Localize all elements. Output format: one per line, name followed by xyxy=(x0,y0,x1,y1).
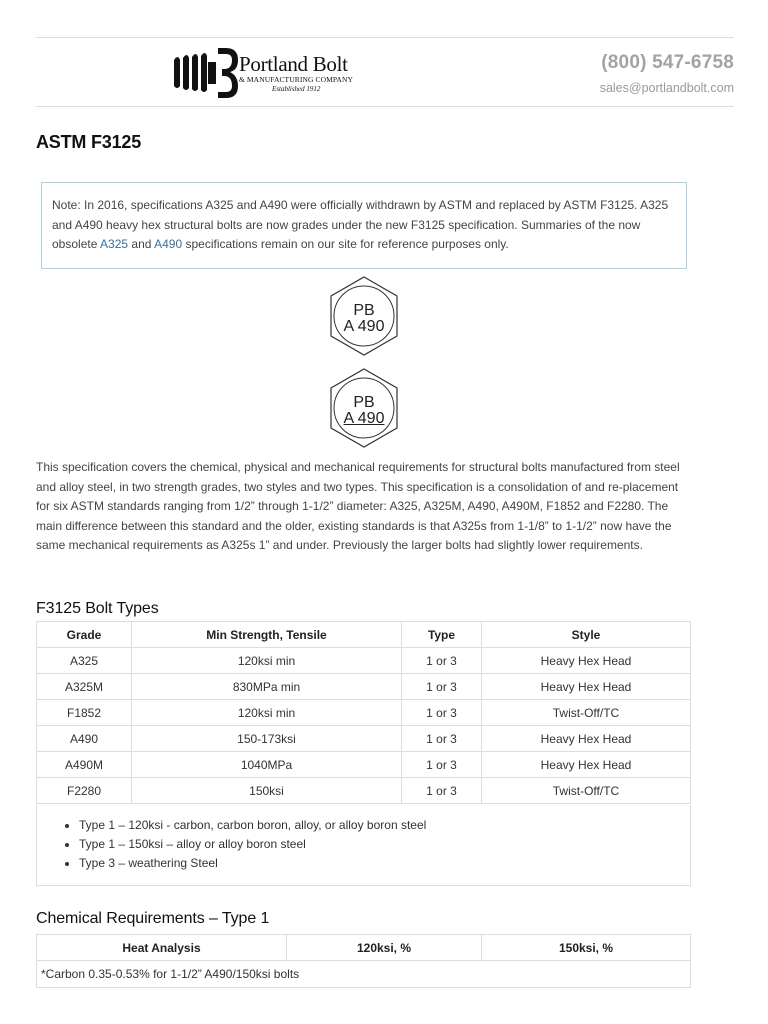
logo-name: Portland Bolt xyxy=(239,52,348,76)
cell-style: Heavy Hex Head xyxy=(482,674,691,700)
cell-style: Twist-Off/TC xyxy=(482,778,691,804)
table-header-row xyxy=(37,935,691,961)
bolt-types-heading: F3125 Bolt Types xyxy=(36,600,159,617)
note-text-3: specifications remain on our site for reference purposes only. xyxy=(182,237,509,251)
col-header: Heat Analysis xyxy=(37,935,287,961)
phone-link[interactable]: (800) 547-6758 xyxy=(601,52,734,73)
cell-strength: 150ksi xyxy=(132,778,402,804)
head-marking-type-1 xyxy=(328,275,400,362)
cell-grade: A325 xyxy=(37,648,132,674)
col-header: Grade xyxy=(37,622,132,648)
table-header-row xyxy=(37,622,691,648)
bolt-type-notes xyxy=(36,805,691,886)
cell-style: Heavy Hex Head xyxy=(482,752,691,778)
cell-grade: F2280 xyxy=(37,778,132,804)
page-title: ASTM F3125 xyxy=(36,132,142,152)
col-header: Min Strength, Tensile xyxy=(132,622,402,648)
cell-style: Heavy Hex Head xyxy=(482,726,691,752)
list-item: • Type 1 – 150ksi – alloy or alloy boron steel xyxy=(79,835,690,854)
cell-style: Heavy Hex Head xyxy=(482,648,691,674)
chemical-requirements-heading: Chemical Requirements – Type 1 xyxy=(36,910,270,927)
head-marking-type-3 xyxy=(328,367,400,454)
cell-grade: A325M xyxy=(37,674,132,700)
cell-type: 1 or 3 xyxy=(402,648,482,674)
head-marking-grade: A 490 xyxy=(343,410,385,427)
cell-strength: 1040MPa xyxy=(132,752,402,778)
cell-type: 1 or 3 xyxy=(402,726,482,752)
header-bottom-divider xyxy=(36,106,734,107)
cell-strength: 830MPa min xyxy=(132,674,402,700)
note-text-2: and xyxy=(128,237,155,251)
a325-link[interactable]: A325 xyxy=(100,237,129,251)
cell-type: 1 or 3 xyxy=(402,674,482,700)
logo-subtitle: & MANUFACTURING COMPANY xyxy=(239,75,353,84)
col-header: 150ksi, % xyxy=(482,935,691,961)
head-marking-maker: PB xyxy=(353,302,375,319)
cell-strength: 120ksi min xyxy=(132,700,402,726)
a490-link[interactable]: A490 xyxy=(154,237,183,251)
logo-established: Established 1912 xyxy=(272,85,321,93)
table-row xyxy=(37,778,691,804)
table-row xyxy=(37,700,691,726)
table-row xyxy=(37,726,691,752)
intro-paragraph: This specification covers the chemical, physical and mechanical requirements for structural bolts manufactured from steel and alloy steel, in two strength grades, two styles and two types. This specification is a consolidation of and re-placement for six ASTM standards ranging from 1/2” through 1-1/2” diameter: A325, A325M, A490, A490M, F1852 and F2280. The main difference between this standard and the older, existing standards is that A325s from 1-1/8” to 1-1/2” now have the same mechanical requirements as A325s 1” and under. Previously the larger bolts had slightly lower requirements. xyxy=(36,460,680,552)
company-logo[interactable] xyxy=(170,46,380,100)
carbon-footnote: *Carbon 0.35-0.53% for 1-1/2” A490/150ksi bolts xyxy=(37,961,691,988)
cell-strength: 150-173ksi xyxy=(132,726,402,752)
withdrawal-note xyxy=(41,182,687,269)
cell-style: Twist-Off/TC xyxy=(482,700,691,726)
cell-type: 1 or 3 xyxy=(402,778,482,804)
bolt-logo-icon xyxy=(170,46,238,100)
head-marking-grade: A 490 xyxy=(343,318,385,335)
col-header: 120ksi, % xyxy=(287,935,482,961)
cell-type: 1 or 3 xyxy=(402,752,482,778)
email-link[interactable]: sales@portlandbolt.com xyxy=(599,81,734,95)
col-header: Type xyxy=(402,622,482,648)
cell-grade: F1852 xyxy=(37,700,132,726)
table-row xyxy=(37,752,691,778)
cell-grade: A490M xyxy=(37,752,132,778)
table-row xyxy=(37,674,691,700)
list-item: • Type 3 – weathering Steel xyxy=(79,854,690,873)
chemical-requirements-table xyxy=(36,934,691,988)
contact-info xyxy=(600,52,734,95)
head-marking-maker: PB xyxy=(353,394,375,411)
header-top-divider xyxy=(36,37,734,38)
bolt-types-table xyxy=(36,621,691,804)
cell-grade: A490 xyxy=(37,726,132,752)
col-header: Style xyxy=(482,622,691,648)
note-text-1: Note: In 2016, specifications A325 and A490 were officially withdrawn by ASTM and replaced by ASTM F3125. A325 and A490 heavy hex structural bolts are now grades under the new F3125 specification. Summaries of the now obsolete xyxy=(52,198,669,251)
cell-type: 1 or 3 xyxy=(402,700,482,726)
cell-strength: 120ksi min xyxy=(132,648,402,674)
table-row xyxy=(37,648,691,674)
table-row xyxy=(37,961,691,988)
list-item: • Type 1 – 120ksi - carbon, carbon boron, alloy, or alloy boron steel xyxy=(79,816,690,835)
